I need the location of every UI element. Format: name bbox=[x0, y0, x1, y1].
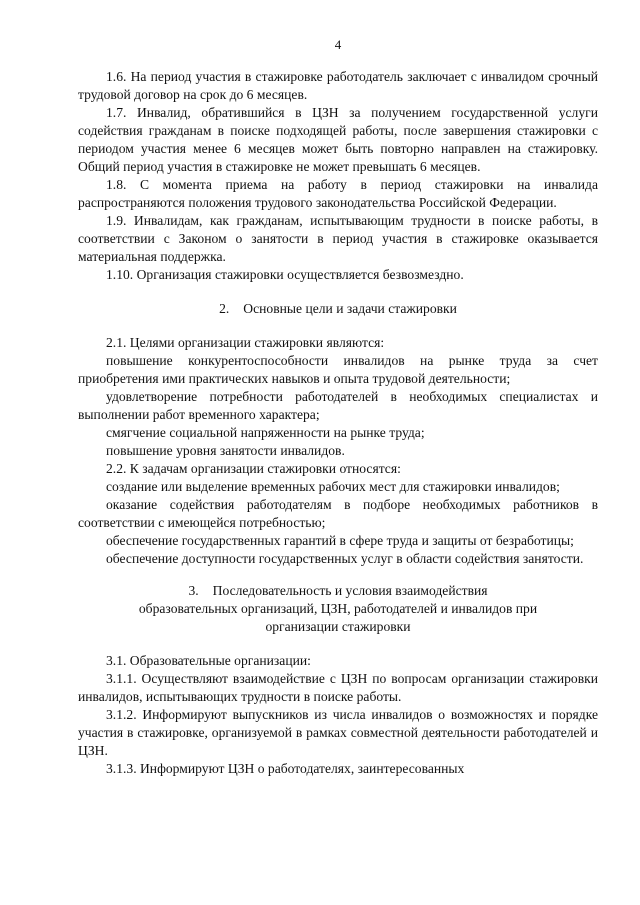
page-number: 4 bbox=[334, 37, 342, 52]
goal-item-1: повышение конкурентоспособности инвалидов на рынке труда за счет приобретения ими практических навыков и опыта трудовой деятельности; bbox=[78, 353, 598, 386]
paragraph-1-6: 1.6. На период участия в стажировке работодатель заключает с инвалидом срочный трудовой договор на срок до 6 месяцев. bbox=[78, 69, 598, 102]
section-3-title-line-1 bbox=[78, 582, 598, 600]
task-item-2: оказание содействия работодателям в подборе необходимых работников в соответствии с имеющейся потребностью; bbox=[78, 497, 598, 530]
task-item-1: создание или выделение временных рабочих мест для стажировки инвалидов; bbox=[106, 479, 560, 494]
section-3-title-line-3: организации стажировки bbox=[265, 619, 411, 634]
paragraph-1-7: 1.7. Инвалид, обратившийся в ЦЗН за получением государственной услуги содействия гражданам в поиске подходящей работы, после завершения стажировки с периодом участия менее 6 месяцев может быть повторно направлен на стажировку. Общий период участия в стажировке не может превышать 6 месяцев. bbox=[78, 105, 598, 174]
section-2-title: Основные цели и задачи стажировки bbox=[243, 301, 457, 316]
paragraph-1-9: 1.9. Инвалидам, как гражданам, испытывающим трудности в поиске работы, в соответствии с Законом о занятости в период участия в стажировке оказывается материальная поддержка. bbox=[78, 213, 598, 264]
section-3-title-line-1-text: Последовательность и условия взаимодействия bbox=[212, 583, 488, 598]
document-page bbox=[78, 36, 598, 778]
paragraph-2-2: 2.2. К задачам организации стажировки относятся: bbox=[106, 461, 401, 476]
section-2-heading bbox=[78, 300, 598, 318]
task-item-4: обеспечение доступности государственных услуг в области содействия занятости. bbox=[106, 551, 584, 566]
paragraph-1-10: 1.10. Организация стажировки осуществляется безвозмездно. bbox=[106, 267, 464, 282]
paragraph-3-1-3: 3.1.3. Информируют ЦЗН о работодателях, заинтересованных bbox=[106, 761, 465, 776]
section-3-number: 3. bbox=[188, 583, 199, 598]
section-3-title-line-2: образовательных организаций, ЦЗН, работодателей и инвалидов при bbox=[138, 601, 538, 616]
paragraph-1-8: 1.8. С момента приема на работу в период стажировки на инвалида распространяются положения трудового законодательства Российской Федерации. bbox=[78, 177, 598, 210]
section-3-heading bbox=[78, 582, 598, 636]
task-item-3: обеспечение государственных гарантий в сфере труда и защиты от безработицы; bbox=[106, 533, 574, 548]
paragraph-3-1: 3.1. Образовательные организации: bbox=[106, 653, 311, 668]
goal-item-4: повышение уровня занятости инвалидов. bbox=[106, 443, 345, 458]
paragraph-3-1-1: 3.1.1. Осуществляют взаимодействие с ЦЗН по вопросам организации стажировки инвалидов, испытывающих трудности в поиске работы. bbox=[78, 671, 598, 704]
paragraph-2-1: 2.1. Целями организации стажировки являются: bbox=[106, 335, 385, 350]
goal-item-3: смягчение социальной напряженности на рынке труда; bbox=[106, 425, 425, 440]
paragraph-3-1-2: 3.1.2. Информируют выпускников из числа инвалидов о возможностях и порядке участия в стажировке, организуемой в рамках совместной деятельности работодателей и ЦЗН. bbox=[78, 707, 598, 758]
goal-item-2: удовлетворение потребности работодателей в необходимых специалистах и выполнении работ временного характера; bbox=[78, 389, 598, 422]
section-2-number: 2. bbox=[219, 301, 230, 316]
